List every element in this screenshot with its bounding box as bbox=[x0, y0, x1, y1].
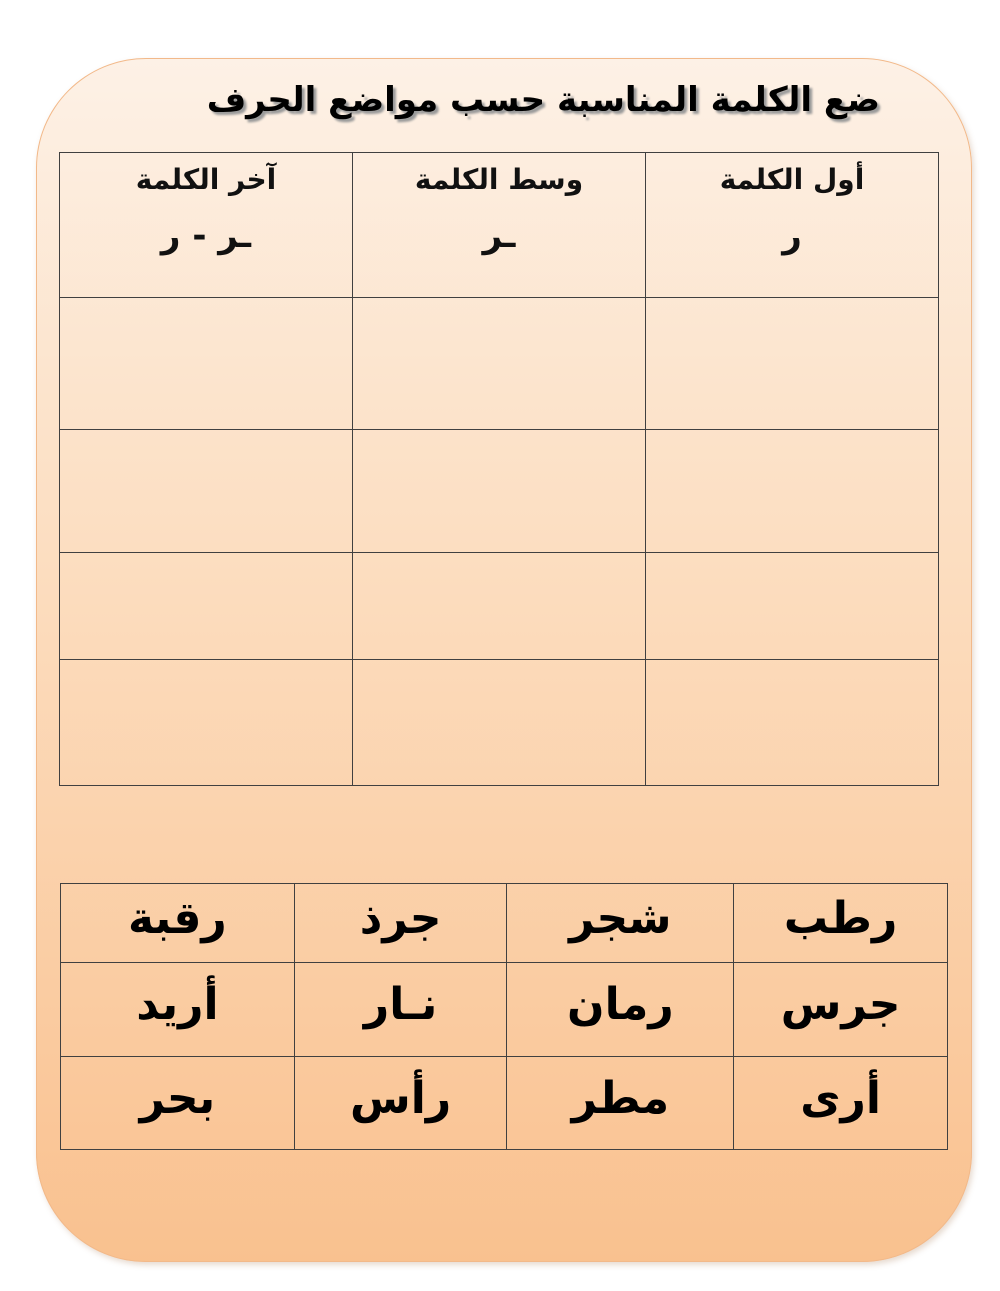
drop-cell[interactable] bbox=[353, 660, 646, 786]
drop-cell[interactable] bbox=[60, 298, 353, 430]
word-card[interactable]: رأس bbox=[294, 1057, 507, 1150]
word-card[interactable]: رقبة bbox=[61, 884, 295, 963]
word-card[interactable]: أرى bbox=[734, 1057, 948, 1150]
letter-form: ر bbox=[782, 216, 802, 256]
word-card[interactable]: شجر bbox=[507, 884, 734, 963]
word-card[interactable]: نـار bbox=[294, 963, 507, 1057]
word-bank-table bbox=[60, 883, 948, 1150]
drop-cell[interactable] bbox=[646, 430, 939, 553]
word-card[interactable]: أريد bbox=[61, 963, 295, 1057]
drop-cell[interactable] bbox=[60, 660, 353, 786]
answer-row bbox=[60, 660, 939, 786]
word-card[interactable]: جرذ bbox=[294, 884, 507, 963]
header-row bbox=[60, 153, 939, 298]
drop-cell[interactable] bbox=[646, 660, 939, 786]
drop-cell[interactable] bbox=[353, 553, 646, 660]
word-card[interactable]: رمان bbox=[507, 963, 734, 1057]
column-label: أول الكلمة bbox=[719, 163, 865, 196]
answer-row bbox=[60, 430, 939, 553]
column-header-beginning bbox=[646, 153, 939, 298]
drop-cell[interactable] bbox=[353, 430, 646, 553]
letter-form: ـر bbox=[482, 216, 516, 256]
column-label: وسط الكلمة bbox=[414, 163, 584, 196]
drop-cell[interactable] bbox=[646, 298, 939, 430]
word-card[interactable]: مطر bbox=[507, 1057, 734, 1150]
letter-form: ـر - ر bbox=[160, 216, 252, 256]
column-header-end bbox=[60, 153, 353, 298]
worksheet-title: ضع الكلمة المناسبة حسب مواضع الحرف bbox=[206, 80, 880, 120]
word-row bbox=[61, 884, 948, 963]
word-card[interactable]: بحر bbox=[61, 1057, 295, 1150]
sorting-table bbox=[59, 152, 939, 786]
word-card[interactable]: رطب bbox=[734, 884, 948, 963]
answer-row bbox=[60, 298, 939, 430]
word-row bbox=[61, 1057, 948, 1150]
drop-cell[interactable] bbox=[60, 553, 353, 660]
column-label: آخر الكلمة bbox=[135, 163, 277, 196]
word-row bbox=[61, 963, 948, 1057]
drop-cell[interactable] bbox=[60, 430, 353, 553]
column-header-middle bbox=[353, 153, 646, 298]
drop-cell[interactable] bbox=[646, 553, 939, 660]
drop-cell[interactable] bbox=[353, 298, 646, 430]
answer-row bbox=[60, 553, 939, 660]
word-card[interactable]: جرس bbox=[734, 963, 948, 1057]
